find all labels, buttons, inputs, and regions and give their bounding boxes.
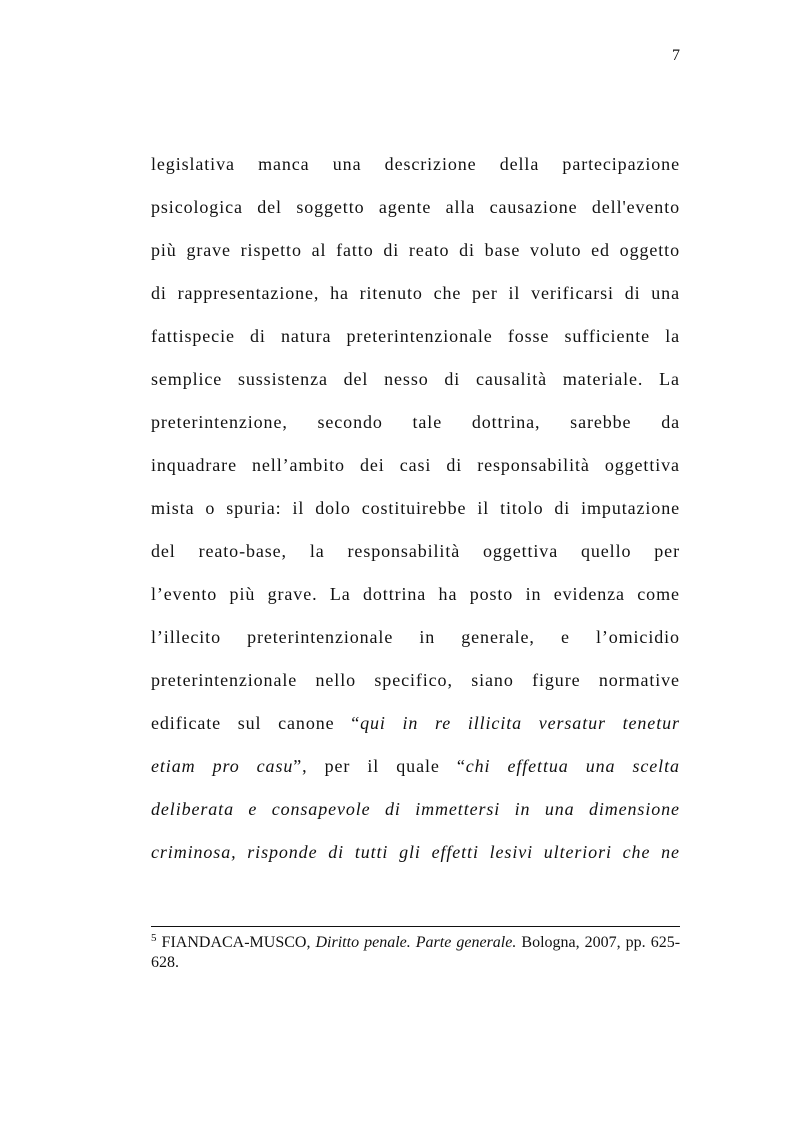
word: per: [654, 541, 680, 561]
word: della: [499, 154, 540, 174]
word: La: [659, 369, 680, 389]
word: il: [367, 756, 380, 776]
word: fosse: [507, 326, 550, 346]
word: tale: [412, 412, 443, 432]
body-line-8: [151, 444, 680, 487]
italic-word: consapevole: [271, 799, 371, 819]
word: la: [309, 541, 325, 561]
italic-word: scelta: [632, 756, 680, 776]
word: del: [151, 541, 176, 561]
word: inquadrare: [151, 455, 237, 475]
word: di: [383, 240, 400, 260]
body-line-7: [151, 401, 680, 444]
word: l’omicidio: [595, 627, 680, 647]
word: generale,: [461, 627, 535, 647]
body-line-4: [151, 272, 680, 315]
word: e: [560, 627, 570, 647]
italic-word: e: [248, 799, 258, 819]
body-line-9: [151, 487, 680, 530]
body-line-17: [151, 831, 680, 874]
word: siano: [471, 670, 514, 690]
word: [351, 702, 386, 745]
word: l’illecito: [151, 627, 221, 647]
italic-word: illicita: [467, 713, 523, 733]
italic-word: effetti: [431, 842, 479, 862]
footnote-authors: FIANDACA-MUSCO,: [161, 934, 311, 951]
word: verificarsi: [531, 283, 614, 303]
word: di: [444, 369, 461, 389]
word: partecipazione: [562, 154, 680, 174]
word: posto: [469, 584, 514, 604]
word: la: [665, 326, 680, 346]
body-line-13: [151, 659, 680, 702]
italic-word: versatur: [538, 713, 606, 733]
italic-word: ne: [661, 842, 680, 862]
word: alla: [445, 197, 476, 217]
body-line-10: [151, 530, 680, 573]
word: fattispecie: [151, 326, 235, 346]
word: di: [151, 283, 167, 303]
close-quote: ”,: [293, 756, 308, 776]
body-line-16: [151, 788, 680, 831]
word: base: [484, 240, 521, 260]
word: dottrina,: [471, 412, 541, 432]
word: preterintenzionale: [151, 670, 298, 690]
word: secondo: [317, 412, 383, 432]
word: una: [332, 154, 362, 174]
italic-word: qui: [360, 713, 386, 733]
body-line-11: [151, 573, 680, 616]
word: ha: [330, 283, 349, 303]
word: ha: [438, 584, 458, 604]
italic-word: risponde: [247, 842, 318, 862]
italic-word: chi: [465, 756, 491, 776]
word: psicologica: [151, 197, 243, 217]
word: fatto: [336, 240, 374, 260]
word: La: [329, 584, 351, 604]
word: ed: [591, 240, 610, 260]
word: reato: [408, 240, 450, 260]
italic-word: di: [384, 799, 401, 819]
word: di: [446, 455, 463, 475]
word: costituirebbe: [361, 498, 467, 518]
footnote-separator: [151, 926, 680, 927]
open-quote: “: [456, 756, 466, 776]
word: causalità: [476, 369, 548, 389]
word: oggettiva: [483, 541, 559, 561]
italic-word: re: [435, 713, 452, 733]
word: dell'evento: [591, 197, 680, 217]
word: dottrina: [363, 584, 427, 604]
open-quote: “: [351, 713, 361, 733]
italic-word: in: [514, 799, 531, 819]
word: titolo: [500, 498, 544, 518]
word: da: [661, 412, 680, 432]
footnote-title: Diritto penale. Parte generale.: [315, 934, 517, 951]
italic-word: di: [328, 842, 345, 862]
italic-word: tenetur: [622, 713, 680, 733]
word: in: [525, 584, 542, 604]
word: specifico,: [374, 670, 453, 690]
body-text: [151, 143, 680, 874]
word: del: [257, 197, 282, 217]
word: responsabilità: [477, 455, 590, 475]
italic-word: dimensione: [588, 799, 680, 819]
word: figure: [532, 670, 581, 690]
word: per: [472, 283, 498, 303]
word: [257, 745, 308, 788]
word: sarebbe: [570, 412, 632, 432]
word: legislativa: [151, 154, 235, 174]
word: nello: [315, 670, 357, 690]
italic-word: casu: [256, 756, 294, 776]
word: semplice: [151, 369, 223, 389]
italic-word: tutti: [354, 842, 389, 862]
italic-word: ulteriori: [543, 842, 612, 862]
word: quello: [580, 541, 632, 561]
word: del: [343, 369, 369, 389]
footnote-marker: 5: [151, 932, 157, 944]
word: il: [477, 498, 490, 518]
word: di: [554, 498, 571, 518]
word: dei: [359, 455, 385, 475]
word: oggetto: [619, 240, 680, 260]
word: agente: [378, 197, 432, 217]
body-line-2: [151, 186, 680, 229]
italic-word: criminosa,: [151, 842, 237, 862]
word: causazione: [489, 197, 578, 217]
word: più: [151, 240, 177, 260]
word: preterintenzionale: [247, 627, 394, 647]
word: evidenza: [553, 584, 625, 604]
word: spuria:: [226, 498, 282, 518]
word: rappresentazione,: [177, 283, 320, 303]
body-line-3: [151, 229, 680, 272]
italic-word: una: [585, 756, 616, 776]
word: mista: [151, 498, 195, 518]
word: al: [311, 240, 327, 260]
body-line-15: [151, 745, 680, 788]
page-number: 7: [672, 47, 680, 64]
word: sul: [237, 713, 262, 733]
italic-word: effettua: [507, 756, 569, 776]
word: preterintenzione,: [151, 412, 288, 432]
word: sufficiente: [564, 326, 651, 346]
word: come: [637, 584, 680, 604]
word: dolo: [315, 498, 351, 518]
word: nell’ambito: [252, 455, 345, 475]
word: natura: [281, 326, 332, 346]
word: descrizione: [384, 154, 477, 174]
word: soggetto: [296, 197, 365, 217]
italic-word: gli: [399, 842, 421, 862]
word: edificate: [151, 713, 222, 733]
word: casi: [399, 455, 432, 475]
word: grave: [186, 240, 231, 260]
word: l’evento: [151, 584, 218, 604]
italic-word: etiam: [151, 756, 196, 776]
word: manca: [258, 154, 310, 174]
word: una: [651, 283, 680, 303]
word: canone: [278, 713, 335, 733]
word: il: [508, 283, 521, 303]
word: grave.: [267, 584, 318, 604]
word: che: [433, 283, 462, 303]
word: voluto: [530, 240, 582, 260]
word: preterintenzionale: [346, 326, 493, 346]
body-line-14: [151, 702, 680, 745]
word: ritenuto: [359, 283, 423, 303]
italic-word: una: [544, 799, 575, 819]
word: in: [419, 627, 436, 647]
word: quale: [396, 756, 440, 776]
word: il: [292, 498, 305, 518]
word: nesso: [384, 369, 429, 389]
word: di: [624, 283, 641, 303]
word: per: [324, 756, 351, 776]
word: di: [459, 240, 475, 260]
body-line-1: [151, 143, 680, 186]
italic-word: immettersi: [415, 799, 501, 819]
word: o: [205, 498, 216, 518]
word: sussistenza: [237, 369, 328, 389]
word: materiale.: [562, 369, 644, 389]
word: oggettiva: [604, 455, 680, 475]
footnote: [151, 933, 680, 973]
body-line-5: [151, 315, 680, 358]
word: normative: [598, 670, 680, 690]
word: di: [250, 326, 266, 346]
footnote-publication: Bologna, 2007, pp. 625-628.: [151, 934, 681, 971]
body-line-6: [151, 358, 680, 401]
word: imputazione: [581, 498, 680, 518]
word: reato-base,: [198, 541, 287, 561]
italic-word: deliberata: [151, 799, 234, 819]
word: responsabilità: [347, 541, 461, 561]
italic-word: pro: [212, 756, 240, 776]
word: più: [229, 584, 256, 604]
italic-word: in: [402, 713, 419, 733]
word: rispetto: [240, 240, 302, 260]
italic-word: lesivi: [489, 842, 534, 862]
word: [457, 745, 491, 788]
italic-word: che: [622, 842, 651, 862]
body-line-12: [151, 616, 680, 659]
